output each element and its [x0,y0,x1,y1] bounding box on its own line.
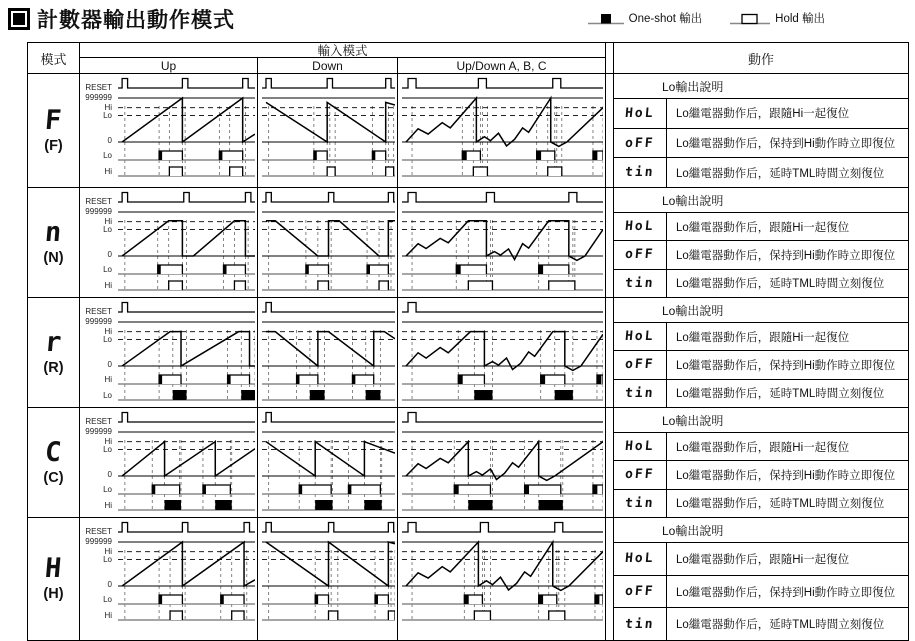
waveform-axis-labels [80,298,114,406]
action-row [614,576,908,609]
legend-oneshot-label: One-shot 輸出 [628,13,703,25]
axis-label: Lo [103,445,112,454]
action-description-text: Lo繼電器動作后，保持到Hi動作時立即復位 [676,249,896,262]
waveform-updown [402,298,603,406]
row-sliver [606,74,613,187]
mode-glyph: H [44,553,64,584]
axis-label: 0 [107,136,112,145]
legend-oneshot [588,10,703,26]
action-code-cell [614,270,667,297]
action-code-cell [614,158,667,187]
seg-code-off: oFF [624,584,656,599]
seg-code-tin: tin [624,495,656,511]
waveform-cell-down [258,408,398,517]
waveform-cell-up [80,408,258,517]
mode-table [27,42,909,641]
mode-glyph: n [44,216,64,248]
seg-code-tin: tin [624,275,656,291]
axis-label: RESET [85,83,112,92]
action-description [667,241,908,268]
action-description-text: Lo繼電器動作后，保持到Hi動作時立即復位 [676,359,896,372]
axis-label: RESET [85,527,112,536]
table-header [28,43,908,74]
axis-label: Hi [104,103,112,112]
mode-label: (N) [43,249,64,266]
seg-code-off: oFF [624,135,656,151]
axis-label: RESET [85,307,112,316]
hold-pulse-icon [730,11,770,26]
mode-cell [28,408,80,517]
waveform-up [118,518,255,626]
header-updown: Up/Down A, B, C [456,58,547,73]
action-code-cell [614,461,667,488]
axis-label: Lo [103,485,112,494]
action-description [667,158,908,187]
action-description [667,608,908,640]
axis-label: Hi [104,611,112,620]
axis-label: Lo [103,111,112,120]
action-code-cell [614,490,667,517]
action-row [614,490,908,517]
action-description-text: Lo繼電器動作后，跟隨Hi一起復位 [676,331,850,344]
axis-label: Lo [103,225,112,234]
action-code-cell [614,129,667,158]
action-code-cell [614,351,667,378]
action-row [614,129,908,159]
action-description-text: Lo繼電器動作后，保持到Hi動作時立即復位 [676,586,896,599]
page-header [8,4,235,34]
waveform-down [262,74,395,182]
action-code-cell [614,543,667,575]
mode-label: (C) [43,469,64,486]
action-code-cell [614,576,667,608]
seg-code-hol: HoL [624,439,656,455]
legend-hold-label: Hold 輸出 [775,13,825,25]
header-down: Down [258,58,398,73]
seg-code-hol: HoL [624,551,656,567]
action-row [614,461,908,489]
axis-label: 0 [107,470,112,479]
action-row [614,241,908,269]
row-sliver [606,188,613,297]
axis-label: Lo [103,265,112,274]
axis-label: Lo [103,391,112,400]
action-description [667,380,908,407]
row-sliver [606,298,613,407]
waveform-axis-labels [80,188,114,296]
seg-code-off: oFF [624,467,656,483]
waveform-cell-updown [398,518,606,640]
waveform-cell-up [80,74,258,187]
seg-code-tin: tin [624,165,656,181]
action-description [667,213,908,240]
axis-label: Hi [104,375,112,384]
waveform-cell-updown [398,408,606,517]
waveform-cell-down [258,298,398,407]
row-sliver [606,518,613,640]
mode-label: (H) [43,586,64,602]
waveform-updown [402,188,603,296]
waveform-cell-updown [398,74,606,187]
action-code-cell [614,213,667,240]
action-row [614,158,908,187]
waveform-down [262,298,395,406]
waveform-up [118,188,255,296]
axis-label: Hi [104,167,112,176]
action-row [614,433,908,461]
mode-glyph: C [44,436,64,468]
axis-label: 999999 [85,317,112,326]
action-cell [613,518,908,640]
mode-row-h [28,517,908,640]
axis-label: Hi [104,217,112,226]
action-description-text: Lo繼電器動作后，跟隨Hi一起復位 [676,553,850,566]
action-description-text: Lo繼電器動作后，跟隨Hi一起復位 [676,108,850,121]
action-code-cell [614,99,667,128]
mode-label: (F) [44,137,63,154]
action-description [667,351,908,378]
action-description-text: Lo繼電器動作后，保持到Hi動作時立即復位 [676,138,896,150]
action-description-text: Lo繼電器動作后，延時TML時間立刻復位 [676,278,885,291]
action-row [614,270,908,297]
waveform-cell-down [258,518,398,640]
action-header: Lo輸出說明 [614,518,908,543]
seg-code-tin: tin [624,616,656,632]
header-action: 動作 [613,43,908,73]
axis-label: Hi [104,281,112,290]
waveform-cell-up [80,298,258,407]
axis-label: 0 [107,250,112,259]
action-cell [613,74,908,187]
waveform-updown [402,518,603,626]
action-row [614,351,908,379]
header-input-mode: 輸入模式 [80,43,605,58]
header-mode: 模式 [28,43,80,73]
action-row [614,99,908,129]
mode-label: (R) [43,359,64,376]
mode-cell [28,74,80,187]
seg-code-off: oFF [624,357,656,373]
action-description-text: Lo繼電器動作后，跟隨Hi一起復位 [676,221,850,234]
action-cell [613,298,908,407]
waveform-cell-down [258,188,398,297]
waveform-axis-labels [80,74,114,182]
axis-label: Hi [104,547,112,556]
axis-label: Lo [103,151,112,160]
action-description-text: Lo繼電器動作后，延時TML時間立刻復位 [676,498,885,511]
seg-code-hol: HoL [624,105,656,121]
header-input-mode-group [80,43,606,73]
mode-glyph: F [44,104,64,136]
axis-label: RESET [85,197,112,206]
legend-hold [730,10,825,26]
action-description [667,576,908,608]
waveform-cell-updown [398,298,606,407]
action-code-cell [614,608,667,640]
axis-label: 999999 [85,537,112,546]
mode-row-r [28,297,908,407]
mode-row-c [28,407,908,517]
seg-code-hol: HoL [624,329,656,345]
header-sliver [606,43,613,73]
action-cell [613,188,908,297]
action-code-cell [614,433,667,460]
waveform-up [118,408,255,516]
action-code-cell [614,241,667,268]
legend [588,10,825,26]
waveform-down [262,408,395,516]
mode-row-n [28,187,908,297]
seg-code-hol: HoL [624,219,656,235]
mode-cell [28,298,80,407]
waveform-cell-up [80,188,258,297]
table-body [28,74,908,640]
action-header: Lo輸出說明 [614,188,908,213]
waveform-up [118,298,255,406]
waveform-down [262,518,395,626]
action-description-text: Lo繼電器動作后，延時TML時間立刻復位 [676,619,885,632]
action-header: Lo輸出說明 [614,298,908,323]
axis-label: Lo [103,595,112,604]
action-code-cell [614,323,667,350]
axis-label: Lo [103,335,112,344]
seg-code-off: oFF [624,247,656,263]
waveform-updown [402,74,603,182]
mode-cell [28,518,80,640]
action-header: Lo輸出說明 [614,408,908,433]
action-row [614,608,908,640]
action-description-text: Lo繼電器動作后，延時TML時間立刻復位 [676,388,885,401]
action-row [614,323,908,351]
action-description-text: Lo繼電器動作后，延時TML時間立刻復位 [676,167,885,180]
axis-label: Hi [104,501,112,510]
waveform-up [118,74,255,182]
action-description-text: Lo繼電器動作后，保持到Hi動作時立即復位 [676,469,896,482]
action-description [667,323,908,350]
seg-code-tin: tin [624,385,656,401]
row-sliver [606,408,613,517]
axis-label: Hi [104,327,112,336]
waveform-down [262,188,395,296]
action-description-text: Lo繼電器動作后，跟隨Hi一起復位 [676,441,850,454]
action-description [667,461,908,488]
mode-cell [28,188,80,297]
action-description [667,270,908,297]
page-title: 計數器輸出動作模式 [37,9,235,32]
action-row [614,213,908,241]
header-up: Up [80,58,258,73]
action-description [667,543,908,575]
axis-label: 0 [107,580,112,589]
action-description [667,129,908,158]
waveform-updown [402,408,603,516]
action-cell [613,408,908,517]
action-row [614,543,908,576]
waveform-axis-labels [80,408,114,516]
waveform-cell-down [258,74,398,187]
axis-label: Lo [103,555,112,564]
axis-label: 999999 [85,207,112,216]
action-row [614,380,908,407]
action-code-cell [614,380,667,407]
axis-label: 999999 [85,427,112,436]
waveform-cell-up [80,518,258,640]
waveform-axis-labels [80,518,114,626]
mode-glyph: r [44,326,64,358]
one-shot-pulse-icon [588,11,624,26]
mode-row-f [28,74,908,187]
axis-label: RESET [85,417,112,426]
axis-label: 999999 [85,93,112,102]
action-description [667,99,908,128]
action-description [667,433,908,460]
action-description [667,490,908,517]
waveform-cell-updown [398,188,606,297]
section-square-icon [8,8,30,30]
action-header: Lo輸出說明 [614,74,908,99]
axis-label: 0 [107,360,112,369]
axis-label: Hi [104,437,112,446]
